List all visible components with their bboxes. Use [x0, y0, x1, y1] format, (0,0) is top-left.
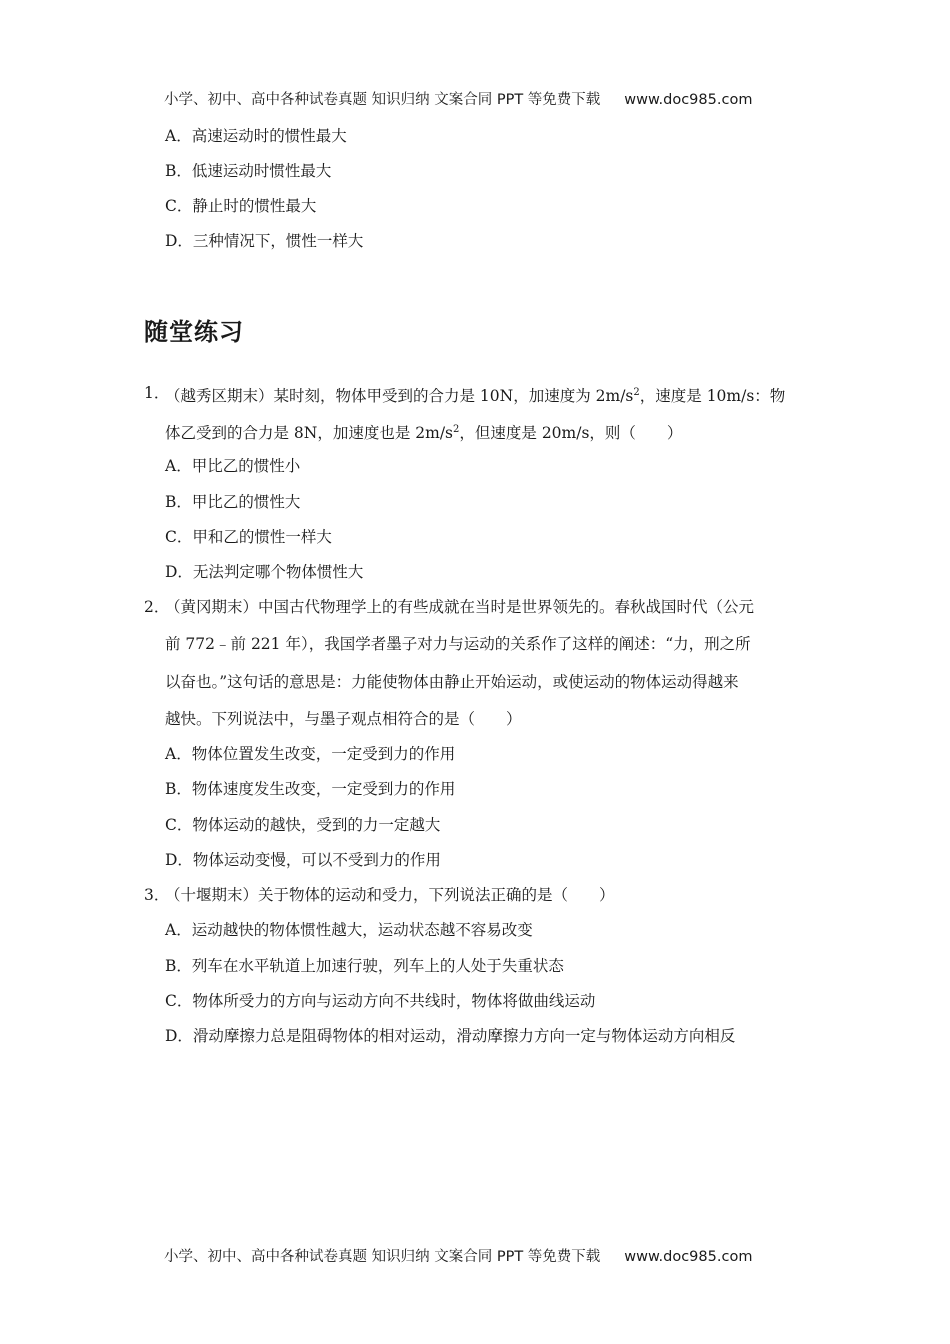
q2-option-b: B．物体速度发生改变，一定受到力的作用 [165, 780, 456, 798]
q1-stem-line2: 体乙受到的合力是 8N，加速度也是 $2m/s^2$，但速度是 20m/s，则（ ） [165, 424, 683, 442]
q1-option-b: B．甲比乙的惯性大 [165, 493, 301, 511]
q3-option-d: D．滑动摩擦力总是阻碍物体的相对运动，滑动摩擦力方向一定与物体运动方向相反 [165, 1027, 736, 1045]
q1-option-a: A．甲比乙的惯性小 [165, 457, 301, 475]
q3-stem: （十堰期末）关于物体的运动和受力，下列说法正确的是（ ） [165, 886, 615, 904]
header-url[interactable]: www.doc985.com [624, 92, 753, 108]
header-text: 小学、初中、高中各种试卷真题 知识归纳 文案合同 PPT 等免费下载 [164, 92, 601, 108]
q2-option-d: D．物体运动变慢，可以不受到力的作用 [165, 851, 441, 869]
q1-stem-line1: （越秀区期末）某时刻，物体甲受到的合力是 10N，加速度为 $2m/s^2$，速度是 10m/s：物 [165, 387, 786, 405]
q3-option-b: B．列车在水平轨道上加速行驶，列车上的人处于失重状态 [165, 957, 564, 975]
q1-option-d: D．无法判定哪个物体惯性大 [165, 563, 364, 581]
top-option-b: B．低速运动时惯性最大 [165, 162, 332, 180]
q2-stem-line2: 前 772﹣前 221 年），我国学者墨子对力与运动的关系作了这样的阐述：“力，刑之所 [165, 635, 751, 653]
top-option-a: A．高速运动时的惯性最大 [165, 127, 347, 145]
q3-option-a: A．运动越快的物体惯性越大，运动状态越不容易改变 [165, 921, 533, 939]
q2-option-a: A．物体位置发生改变，一定受到力的作用 [165, 745, 456, 763]
q3-option-c: C．物体所受力的方向与运动方向不共线时，物体将做曲线运动 [165, 992, 596, 1010]
q1-option-c: C．甲和乙的惯性一样大 [165, 528, 332, 546]
footer-url[interactable]: www.doc985.com [624, 1249, 753, 1265]
q2-stem-line4: 越快。下列说法中，与墨子观点相符合的是（ ） [165, 710, 522, 728]
top-option-c: C．静止时的惯性最大 [165, 197, 317, 215]
q2-stem-line1: （黄冈期末）中国古代物理学上的有些成就在当时是世界领先的。春秋战国时代（公元 [165, 598, 755, 616]
section-title: 随堂练习 [144, 318, 244, 346]
page-footer [164, 1245, 752, 1266]
q2-stem-line3: 以奋也。”这句话的意思是：力能使物体由静止开始运动，或使运动的物体运动得越来 [165, 673, 739, 691]
page-header [164, 88, 752, 109]
q2-number: 2． [144, 598, 170, 616]
q2-option-c: C．物体运动的越快，受到的力一定越大 [165, 816, 441, 834]
footer-text: 小学、初中、高中各种试卷真题 知识归纳 文案合同 PPT 等免费下载 [164, 1249, 601, 1265]
q3-number: 3． [144, 886, 170, 904]
q1-number: 1． [144, 384, 170, 402]
top-option-d: D．三种情况下，惯性一样大 [165, 232, 364, 250]
